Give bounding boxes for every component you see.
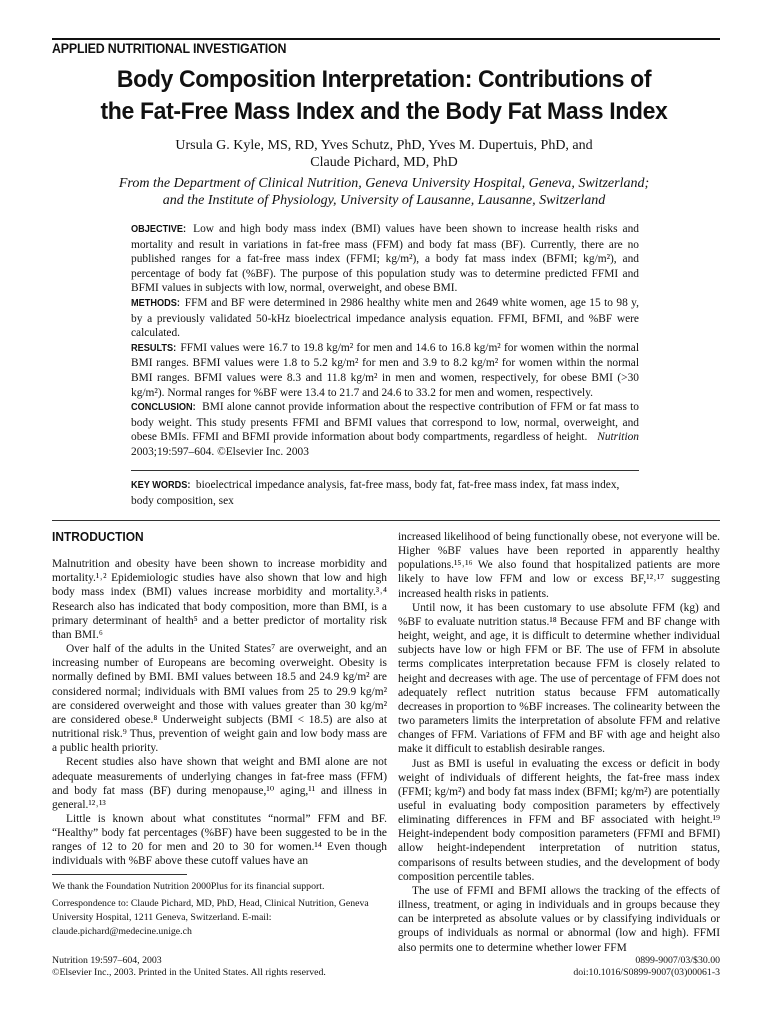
methods-label: METHODS: bbox=[131, 297, 180, 309]
abstract-objective bbox=[131, 222, 639, 296]
keywords bbox=[131, 478, 639, 508]
methods-text: FFM and BF were determined in 2986 healthy white men and 2649 white women, age 15 to 98 y, by a previously validated 50-kHz bioelectrical impedance analysis equation. FFMI, BFMI, and %BF were calculated. bbox=[131, 296, 639, 340]
affiliation-line-1: From the Department of Clinical Nutrition, Geneva University Hospital, Geneva, Switzerland; bbox=[118, 176, 650, 191]
introduction-heading: INTRODUCTION bbox=[52, 529, 144, 544]
intro-paragraph-8: The use of FFMI and BFMI allows the tracking of the effects of illness, treatment, or aging in individuals and in groups because they can be interpreted as absolute values or by classifying individuals or groups of individuals as normal or abnormal (low and high). FFMI also permits one to determine whether lower FFM bbox=[398, 884, 720, 954]
footnote-thanks: We thank the Foundation Nutrition 2000Plus for its financial support. bbox=[52, 881, 325, 892]
intro-paragraph-7: Just as BMI is useful in evaluating the excess or deficit in body weight of individuals of different heights, the fat-free mass index (FFMI; kg/m²) and body fat mass index (BFMI; kg/m²) are potentially useful in evaluating body composition parameters by effectively eliminating differences in FFM and BF associated with height.¹⁹ Height-independent body composition parameters (FFMI and BFMI) allow height-independent interpretation of nutrition status, comparisons of results between studies, and the development of body composition percentile tables. bbox=[398, 757, 720, 883]
conclusion-text: BMI alone cannot provide information about the respective contribution of FFM or fat mass to body weight. This study presents FFMI and BFMI values that correspond to low, normal, overweight, and obese BMIs. FFMI and BFMI provide information about body compartments, regardless of height. bbox=[131, 401, 639, 444]
abstract bbox=[131, 222, 639, 460]
authors-line-1: Ursula G. Kyle, MS, RD, Yves Schutz, PhD, Yves M. Dupertuis, PhD, and bbox=[175, 138, 593, 153]
keywords-label: KEY WORDS: bbox=[131, 480, 191, 491]
title-line-1: Body Composition Interpretation: Contributions of bbox=[116, 66, 652, 93]
conclusion-label: CONCLUSION: bbox=[131, 402, 196, 414]
intro-paragraph-2: Over half of the adults in the United States⁷ are overweight, and an increasing number of Europeans are becoming overweight. Obesity is normally defined by BMI. BMI values between 18.5 and 24.9 kg/m² are considered normal; individuals with BMI values from 25 to 29.9 kg/m² are considered overweight and those with values greater than 30 kg/m² are considered obese.⁸ Underweight subjects (BMI < 18.5) are also at nutritional risk.⁹ Thus, prevention of weight gain and low body mass are a public health priority. bbox=[52, 643, 387, 755]
abstract-rule bbox=[131, 470, 639, 471]
footer-issn: 0899-9007/03/$30.00 bbox=[635, 955, 720, 966]
footnote-rule bbox=[52, 874, 187, 875]
abstract-results bbox=[131, 341, 639, 400]
affiliation bbox=[60, 175, 708, 209]
citation-journal: Nutrition bbox=[597, 431, 639, 444]
section-label: APPLIED NUTRITIONAL INVESTIGATION bbox=[52, 41, 287, 56]
abstract-methods bbox=[131, 296, 639, 341]
footer-right bbox=[573, 955, 720, 979]
right-column bbox=[398, 530, 720, 955]
objective-label: OBJECTIVE: bbox=[131, 224, 187, 235]
top-rule bbox=[52, 38, 720, 40]
intro-paragraph-1: Malnutrition and obesity have been shown to increase morbidity and mortality.¹˒² Epidemiologic studies have also shown that low and high body mass index (BMI) values increase morbidity and mortality.³˒⁴ Research also has indicated that body composition, more than BMI, is a primary determinant of health⁵ and a better predictor of mortality risk than BMI.⁶ bbox=[52, 558, 387, 641]
footnote-correspondence: Correspondence to: Claude Pichard, MD, PhD, Head, Clinical Nutrition, Geneva University Hospital, 1211 Geneva, Switzerland. E-mail: claude.pichard@medecine.unige.ch bbox=[52, 898, 369, 937]
intro-paragraph-5: increased likelihood of being functionally obese, not everyone will be. Higher %BF values have been reported in apparently healthy populations.¹⁵˒¹⁶ We also found that hospitalized patients are more likely to have low FFM and low or excess BF,¹²˒¹⁷ suggesting increased health risks in patients. bbox=[398, 531, 720, 600]
footer-left bbox=[52, 955, 326, 979]
footer-copyright: ©Elsevier Inc., 2003. Printed in the United States. All rights reserved. bbox=[52, 967, 326, 978]
intro-paragraph-6: Until now, it has been customary to use absolute FFM (kg) and %BF to evaluate nutrition status.¹⁸ Because FFM and BF change with height, weight, and age, it is difficult to determine whether individual subjects have low or high FFM or BF. The use of FFM in absolute terms complicates interpretation because FFM is closely related to height and decreases with age. The use of percentage of FFM does not adequately reflect nutrition status because FFM automatically decreases in proportion to %BF increases. The colinearity between the two parameters limits the interpretation of absolute FFM and relative changes of FFM. Variations of FFM and BF with age and height also make it difficult to establish desirable ranges. bbox=[398, 601, 720, 756]
abstract-conclusion bbox=[131, 400, 639, 459]
citation-rest: 2003;19:597–604. ©Elsevier Inc. 2003 bbox=[131, 445, 309, 458]
authors bbox=[80, 137, 688, 171]
section-rule bbox=[52, 520, 720, 521]
footer-doi: doi:10.1016/S0899-9007(03)00061-3 bbox=[573, 967, 720, 978]
title-line-2: the Fat-Free Mass Index and the Body Fat Mass Index bbox=[100, 98, 668, 125]
authors-line-2: Claude Pichard, MD, PhD bbox=[310, 155, 458, 170]
intro-paragraph-3: Recent studies also have shown that weight and BMI alone are not adequate measurements of underlying changes in fat-free mass (FFM) and body fat mass (BF) during menopause,¹⁰ aging,¹¹ and illness in general.¹²˒¹³ bbox=[52, 756, 387, 811]
results-text: FFMI values were 16.7 to 19.8 kg/m² for men and 14.6 to 16.8 kg/m² for women within the normal BMI ranges. BFMI values were 1.8 to 5.2 kg/m² for men and 3.9 to 8.2 kg/m² for women within the normal BMI ranges. BFMI values were 8.3 and 11.8 kg/m² in men and women, respectively, for obese BMI (>30 kg/m²). Normal ranges for %BF were 13.4 to 21.7 and 24.6 to 33.2 for men and women, respectively. bbox=[131, 341, 639, 399]
intro-paragraph-4: Little is known about what constitutes “normal” FFM and BF. “Healthy” body fat percentages (%BF) have been suggested to be in the ranges of 12 to 20 for men and 20 to 30 for women.¹⁴ Even though individuals with %BF above these cutoff values have an bbox=[52, 812, 387, 868]
footer-journal: Nutrition 19:597–604, 2003 bbox=[52, 955, 162, 966]
affiliation-line-2: and the Institute of Physiology, University of Lausanne, Lausanne, Switzerland bbox=[162, 193, 606, 208]
left-column bbox=[52, 530, 387, 869]
article-title bbox=[40, 64, 728, 128]
keywords-text: bioelectrical impedance analysis, fat-free mass, body fat, fat-free mass index, fat mass index, body composition, sex bbox=[131, 479, 620, 507]
objective-text: Low and high body mass index (BMI) values have been shown to increase health risks and mortality and result in variations in fat-free mass (FFM) and body fat mass (BF). Currently, there are no published ranges for a fat-free mass index (FFMI; kg/m²), a body fat mass index (BFMI; kg/m²), and percentage of body fat (%BF). The purpose of this population study was to determine predicted FFMI and BFMI values in subjects with low, normal, overweight, and obese BMI. bbox=[131, 223, 639, 295]
results-label: RESULTS: bbox=[131, 342, 177, 354]
